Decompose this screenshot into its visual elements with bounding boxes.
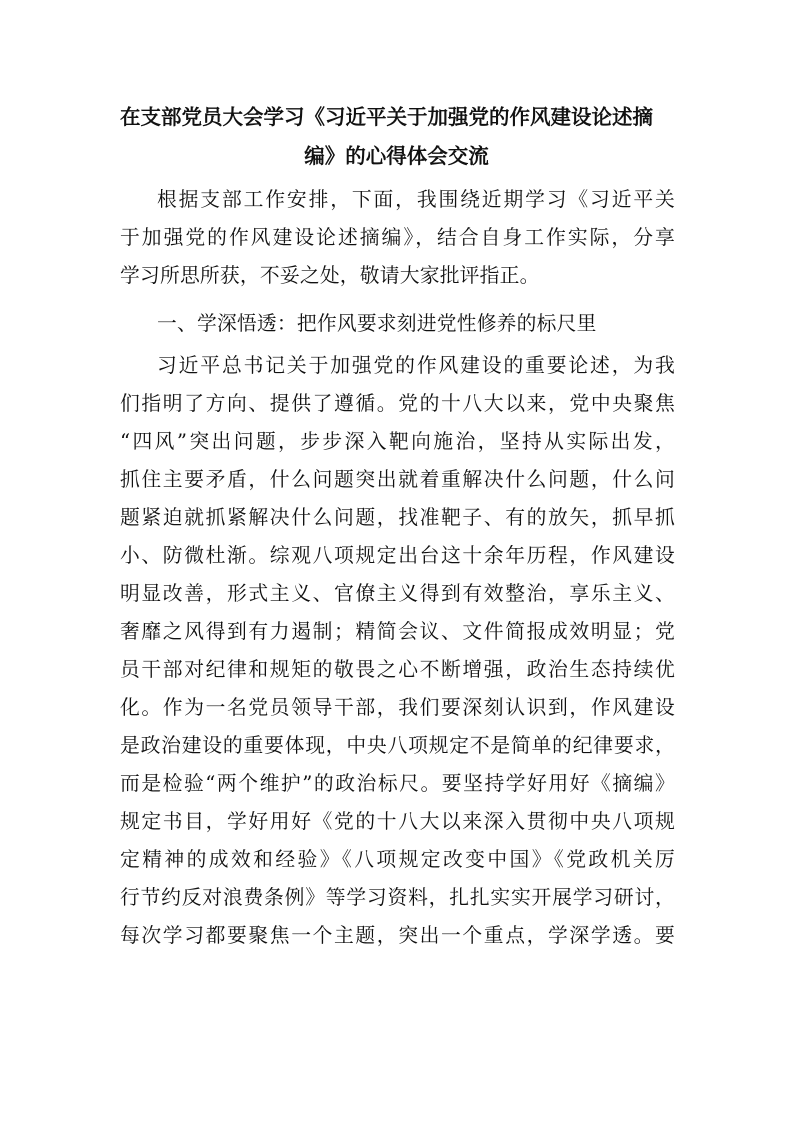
paragraph-line: 是政治建设的重要体现，中央八项规定不是简单的纪律要求， (120, 735, 675, 757)
paragraph-line: 员干部对纪律和规矩的敬畏之心不断增强，政治生态持续优 (120, 659, 675, 681)
paragraph-line: 习近平总书记关于加强党的作风建设的重要论述，为我 (157, 355, 675, 377)
paragraph-line: “四风”突出问题，步步深入靶向施治，坚持从实际出发， (120, 431, 675, 453)
paragraph-line: 行节约反对浪费条例》等学习资料，扎扎实实开展学习研讨， (120, 887, 675, 909)
paragraph-line: 们指明了方向、提供了遵循。党的十八大以来，党中央聚焦 (120, 393, 675, 415)
document-title-line-2: 编》的心得体会交流 (304, 144, 489, 168)
paragraph-line: 学习所思所获，不妥之处，敬请大家批评指正。 (120, 265, 540, 287)
section-heading: 一、学深悟透：把作风要求刻进党性修养的标尺里 (157, 313, 597, 335)
paragraph-line: 于加强党的作风建设论述摘编》，结合自身工作实际，分享 (120, 227, 675, 249)
paragraph-line: 定精神的成效和经验》《八项规定改变中国》《党政机关厉 (120, 849, 675, 871)
paragraph-line: 而是检验“两个维护”的政治标尺。要坚持学好用好《摘编》 (120, 773, 675, 795)
paragraph-line: 奢靡之风得到有力遏制；精简会议、文件简报成效明显；党 (120, 621, 675, 643)
paragraph-line: 题紧迫就抓紧解决什么问题，找准靶子、有的放矢，抓早抓 (120, 507, 675, 529)
paragraph-line: 明显改善，形式主义、官僚主义得到有效整治，享乐主义、 (120, 583, 675, 605)
paragraph-line: 根据支部工作安排，下面，我围绕近期学习《习近平关 (157, 189, 675, 211)
paragraph-line: 每次学习都要聚焦一个主题，突出一个重点，学深学透。要 (120, 925, 675, 947)
paragraph-line: 规定书目，学好用好《党的十八大以来深入贯彻中央八项规 (120, 811, 675, 833)
paragraph-line: 小、防微杜渐。综观八项规定出台这十余年历程，作风建设 (120, 545, 675, 567)
paragraph-line: 化。作为一名党员领导干部，我们要深刻认识到，作风建设 (120, 697, 675, 719)
paragraph-line: 抓住主要矛盾，什么问题突出就着重解决什么问题，什么问 (120, 469, 675, 491)
document-title-line-1: 在支部党员大会学习《习近平关于加强党的作风建设论述摘 (120, 105, 653, 129)
